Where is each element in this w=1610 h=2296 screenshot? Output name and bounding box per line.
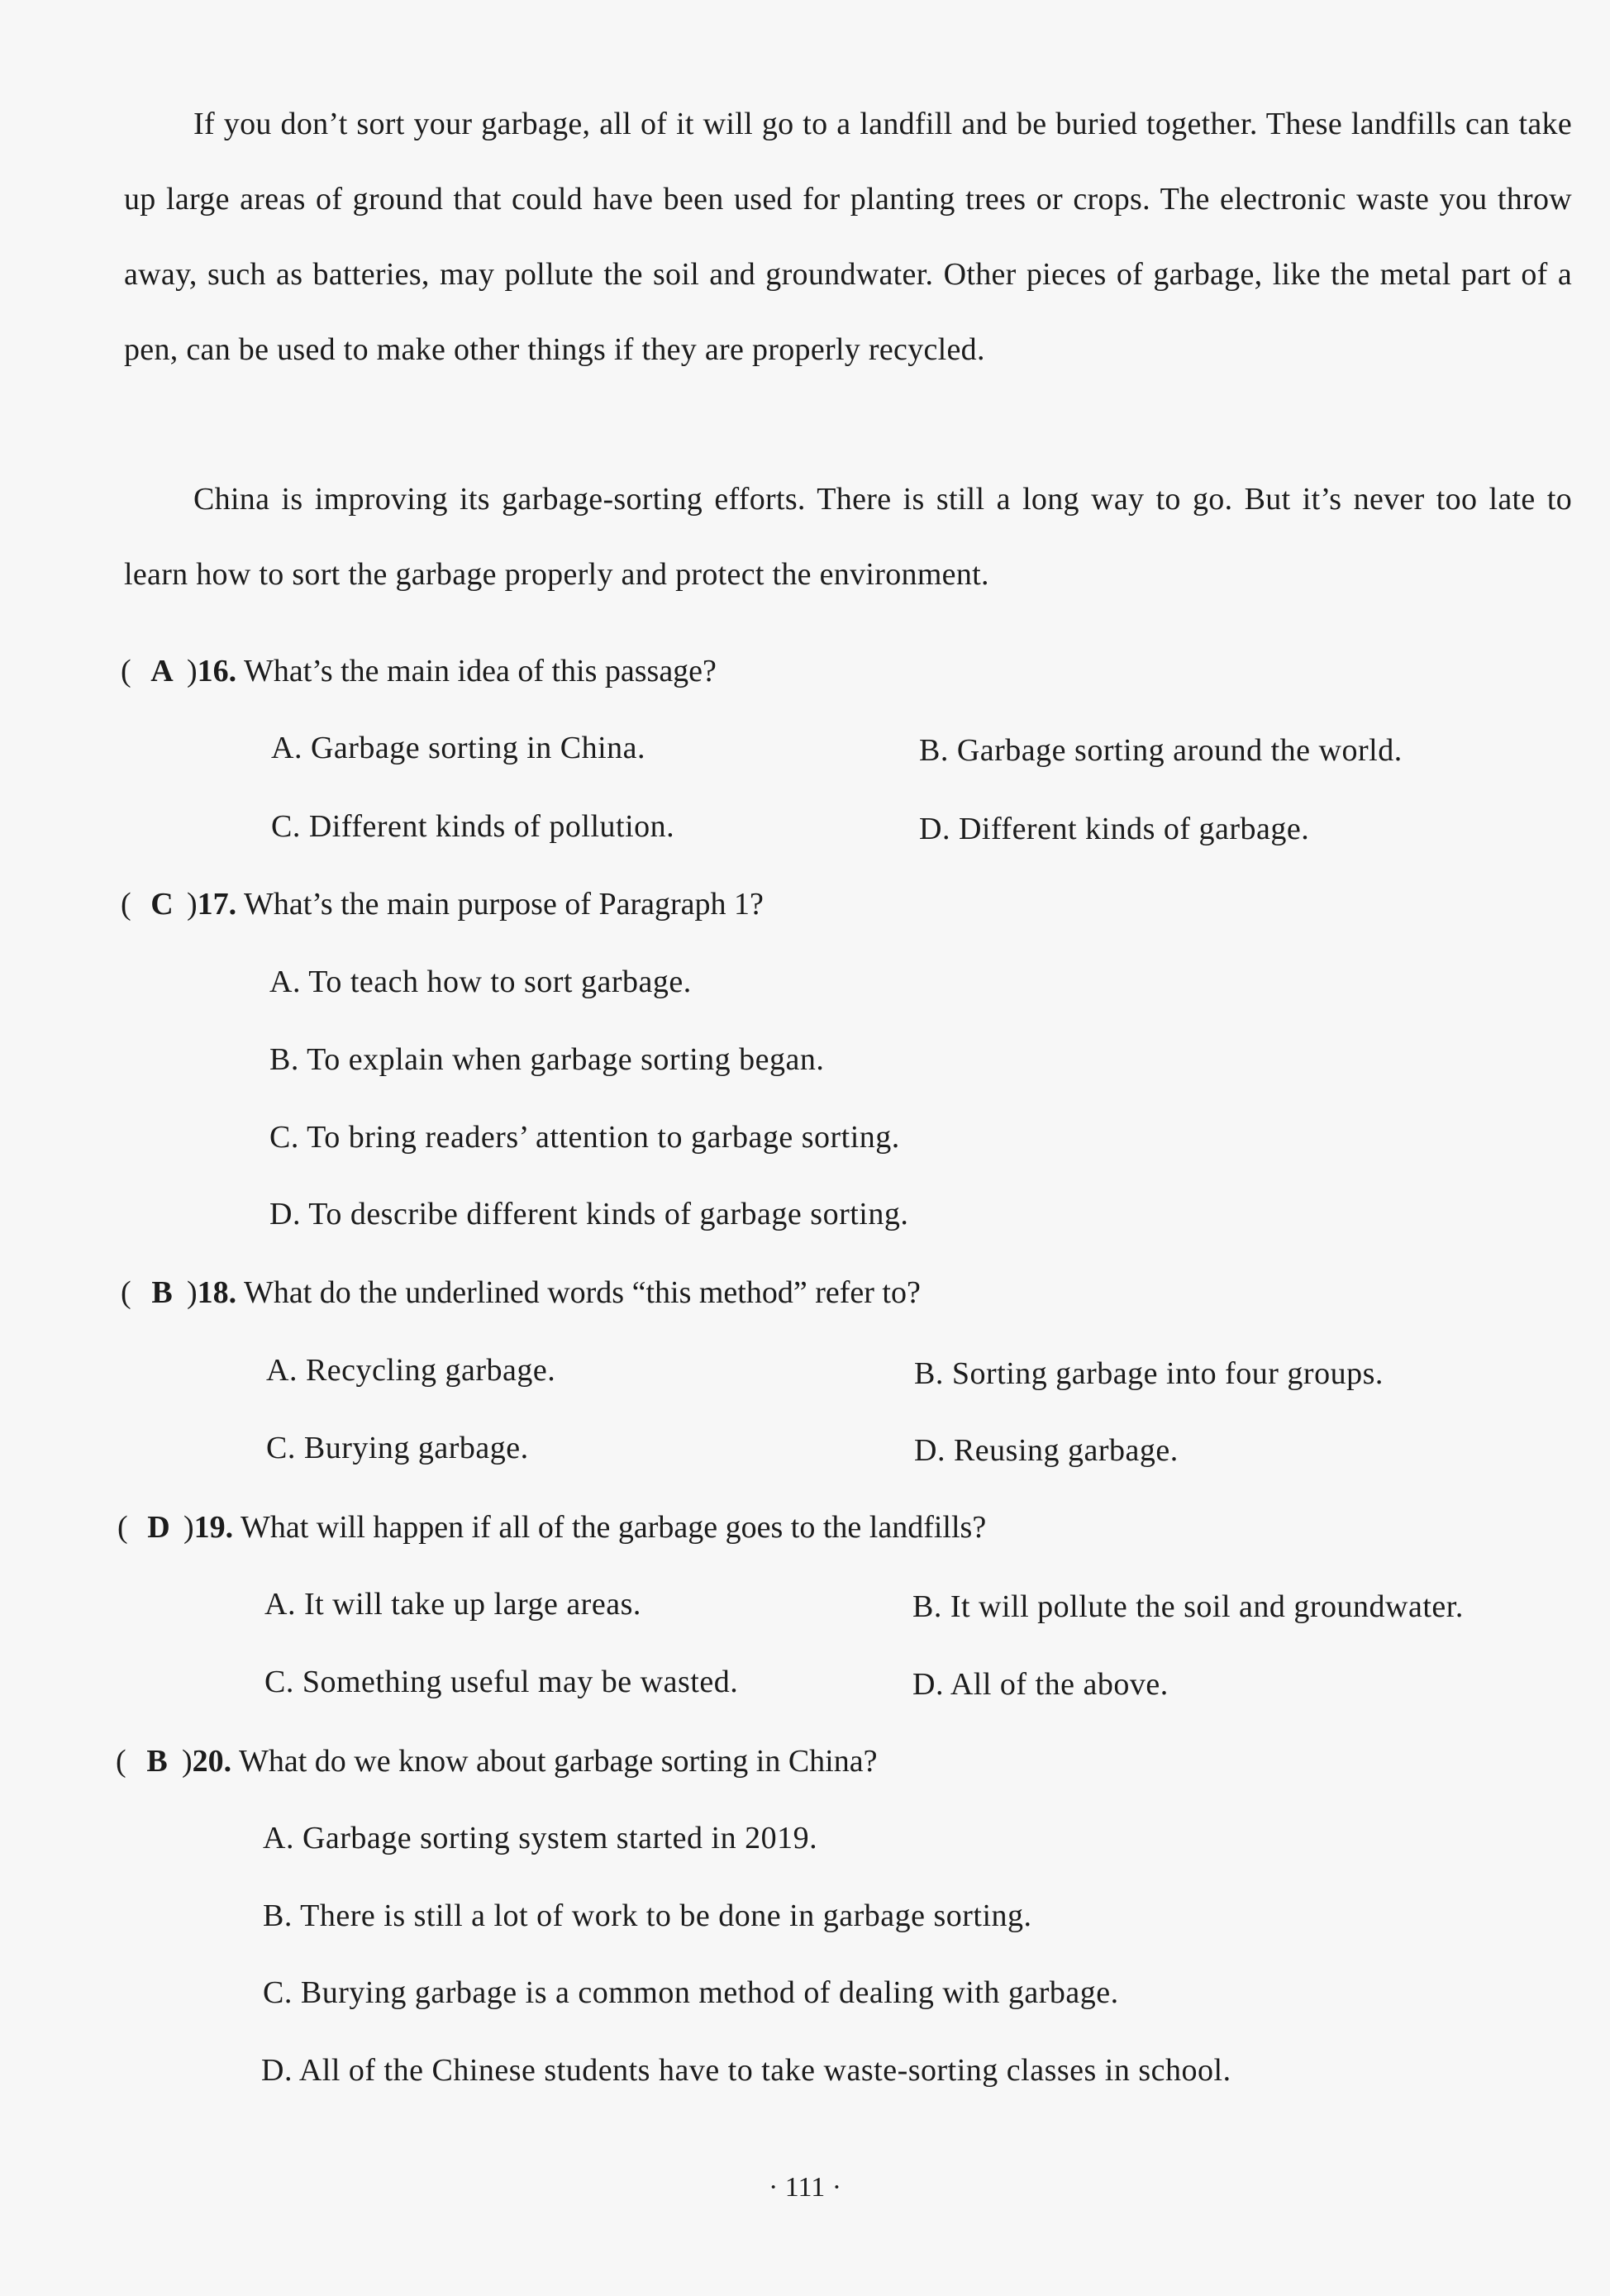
question-number: 19.	[193, 1510, 234, 1545]
question-number: 20.	[192, 1744, 232, 1779]
question-number: 17.	[197, 887, 237, 922]
question-text: What’s the main purpose of Paragraph 1?	[243, 887, 764, 922]
option-c: C. Different kinds of pollution.	[271, 809, 675, 844]
question-18: ( B )18. What do the underlined words “this method” refer to?	[121, 1275, 921, 1310]
option-c: C. To bring readers’ attention to garbage sorting.	[269, 1120, 900, 1155]
option-b: B. Sorting garbage into four groups.	[914, 1356, 1384, 1391]
option-d: D. To describe different kinds of garbage sorting.	[269, 1197, 909, 1231]
answer-letter: C	[150, 887, 174, 922]
question-16: ( A )16. What’s the main idea of this passage?	[121, 654, 717, 688]
answer-letter: D	[147, 1510, 170, 1545]
option-d: D. All of the Chinese students have to take waste-sorting classes in school.	[261, 2053, 1231, 2088]
option-a: A. Garbage sorting in China.	[271, 731, 646, 765]
question-text: What do the underlined words “this method” refer to?	[243, 1275, 921, 1310]
option-d: D. Reusing garbage.	[914, 1433, 1179, 1468]
question-20: ( B )20. What do we know about garbage sorting in China?	[116, 1744, 878, 1779]
option-a: A. Garbage sorting system started in 2019.	[263, 1821, 818, 1855]
answer-letter: A	[150, 654, 174, 688]
question-17: ( C )17. What’s the main purpose of Paragraph 1?	[121, 887, 764, 922]
answer-letter: B	[151, 1275, 173, 1310]
option-c: C. Something useful may be wasted.	[264, 1665, 739, 1699]
passage-paragraph: China is improving its garbage-sorting efforts. There is still a long way to go. But it’s never too late to learn how to sort the garbage properly and protect the environment.	[124, 482, 1572, 592]
option-a: A. Recycling garbage.	[266, 1353, 556, 1388]
option-b: B. It will pollute the soil and groundwater.	[912, 1589, 1464, 1624]
option-c: C. Burying garbage is a common method of dealing with garbage.	[263, 1975, 1119, 2010]
question-text: What’s the main idea of this passage?	[243, 654, 717, 688]
question-number: 16.	[197, 654, 237, 688]
passage-paragraph: If you don’t sort your garbage, all of it will go to a landfill and be buried together. These landfills can take up large areas of ground that could have been used for planting trees or crops. The electronic waste you throw away, such as batteries, may pollute the soil and groundwater. Other pieces of garbage, like the metal part of a pen, can be used to make other things if they are properly recycled.	[124, 107, 1572, 367]
option-b: B. There is still a lot of work to be done in garbage sorting.	[263, 1898, 1032, 1933]
question-text: What do we know about garbage sorting in China?	[238, 1744, 878, 1779]
option-a: A. It will take up large areas.	[264, 1587, 641, 1622]
option-c: C. Burying garbage.	[266, 1431, 529, 1465]
option-b: B. Garbage sorting around the world.	[919, 733, 1403, 768]
answer-letter: B	[146, 1744, 168, 1779]
question-19: ( D )19. What will happen if all of the garbage goes to the landfills?	[117, 1510, 987, 1545]
question-text: What will happen if all of the garbage goes to the landfills?	[240, 1510, 987, 1545]
page-number: · 111 ·	[768, 2172, 842, 2203]
option-b: B. To explain when garbage sorting began.	[269, 1042, 825, 1077]
question-number: 18.	[197, 1275, 237, 1310]
option-a: A. To teach how to sort garbage.	[269, 965, 692, 999]
option-d: D. Different kinds of garbage.	[919, 812, 1310, 846]
option-d: D. All of the above.	[912, 1667, 1169, 1702]
